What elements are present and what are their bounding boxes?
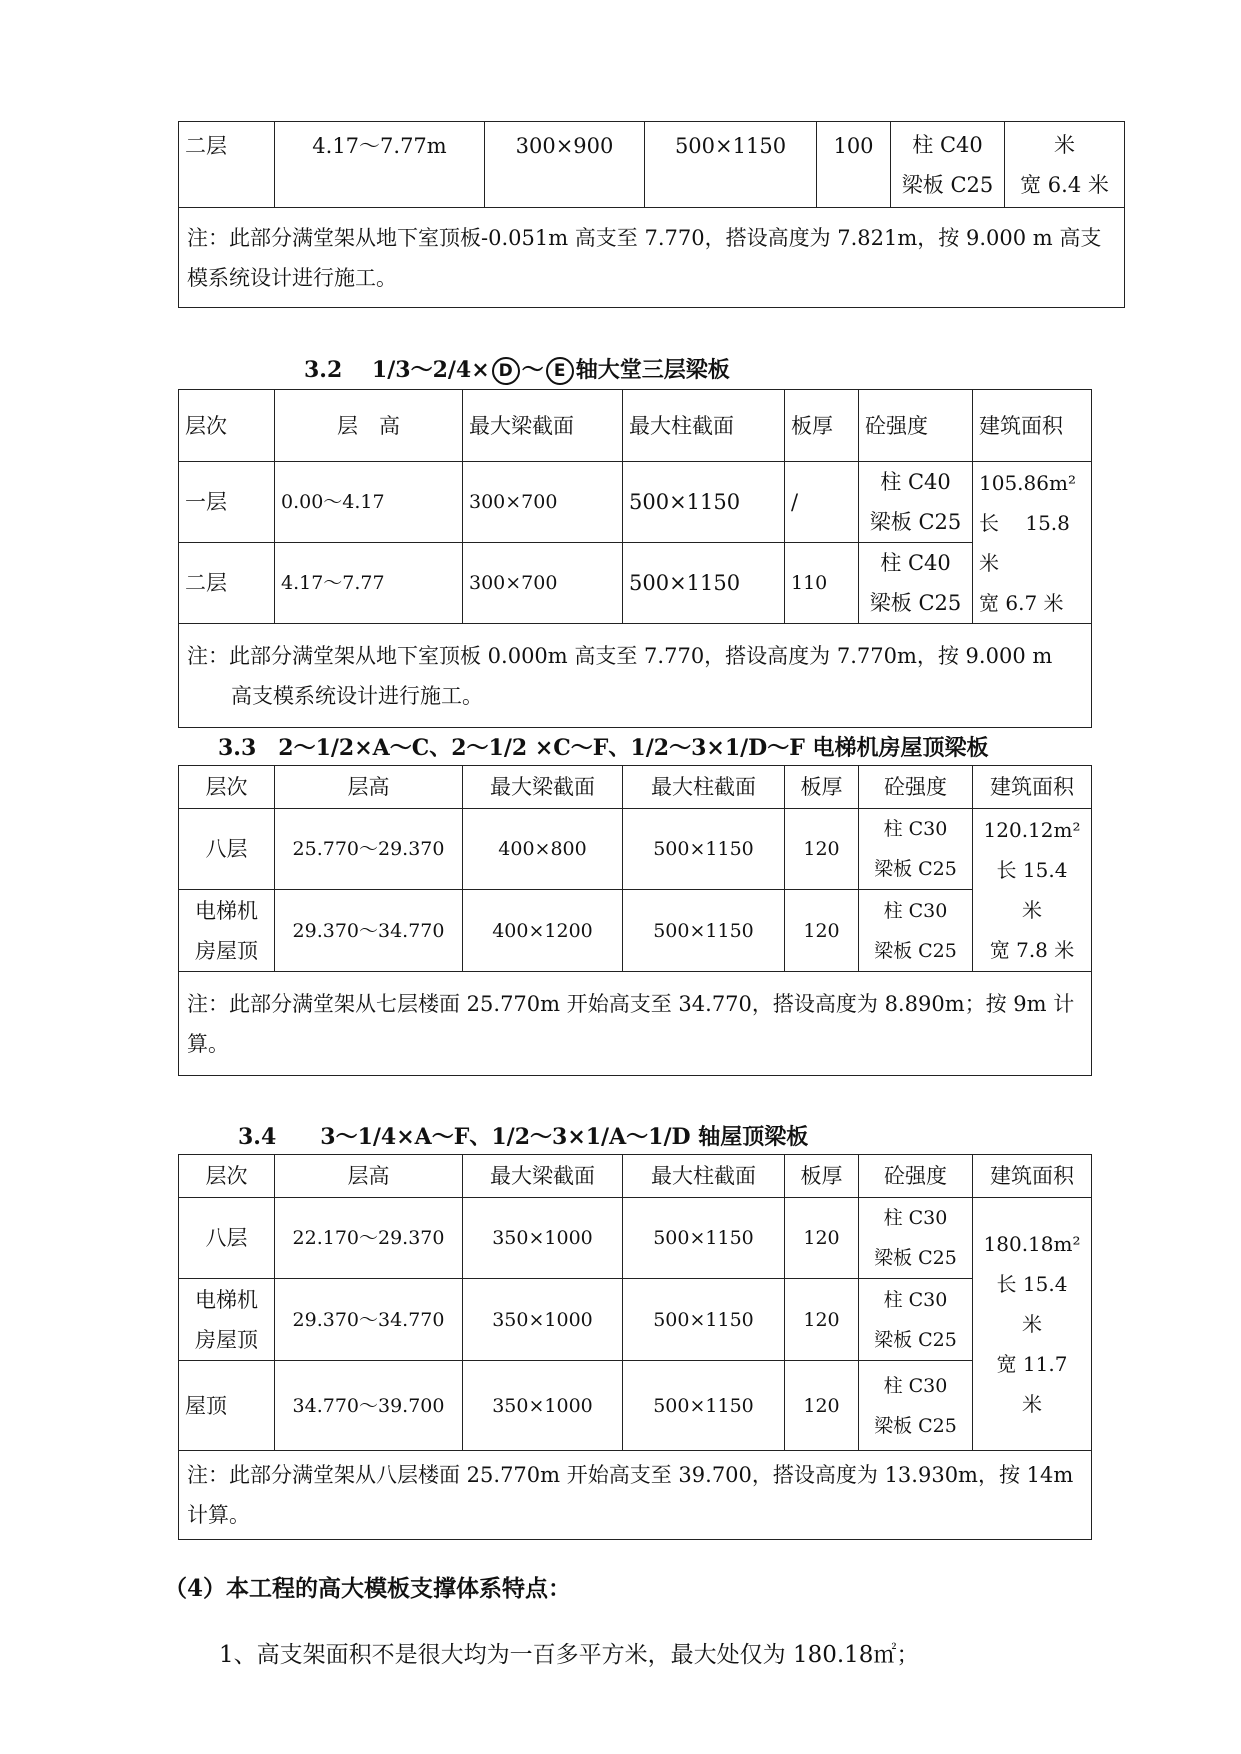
strength-slab: 梁板 C25 [869,591,962,615]
table-row [179,809,1092,890]
cell-height: 22.170～29.370 [275,1198,463,1279]
header-height: 层高 [275,1155,463,1198]
cell-beam: 300×700 [463,543,623,624]
circled-d-label: D [492,357,520,385]
header-slab: 板厚 [785,1155,859,1198]
area-width: 宽 6.4 米 [1020,172,1109,197]
header-slab: 板厚 [785,766,859,809]
area-length: 长 15.4 [996,858,1068,882]
table-note: 注：此部分满堂架从七层楼面 25.770m 开始高支至 34.770，搭设高度为 8.890m；按 9m 计算。 [179,972,1092,1076]
cell-beam: 400×800 [463,809,623,890]
cell-slab: 120 [785,890,859,972]
cell-height: 4.17～7.77m [275,122,485,208]
cell-floor: 二层 [179,122,275,208]
cell-strength [859,462,973,543]
cell-slab: 120 [785,1198,859,1279]
cell-beam: 300×700 [463,462,623,543]
area-value: 120.12m² [983,818,1081,842]
cell-floor [179,1198,275,1279]
cell-column: 500×1150 [623,462,785,543]
cell-area [973,462,1092,624]
strength-slab: 梁板 C25 [869,510,962,534]
cell-area [1005,122,1125,208]
header-strength: 砼强度 [859,766,973,809]
header-column: 最大柱截面 [623,1155,785,1198]
area-length-unit: 米 [1022,1312,1042,1336]
table-3-3 [178,765,1092,1076]
cell-column: 500×1150 [645,122,817,208]
table-3-4 [178,1154,1092,1540]
floor-line1: 屋顶 [185,1393,227,1418]
table-row [179,543,1092,624]
header-area: 建筑面积 [973,766,1092,809]
table-note-line2: 高支模系统设计进行施工。 [231,683,483,708]
header-floor: 层次 [179,1155,275,1198]
cell-strength [859,1279,973,1361]
header-height: 层高 [275,766,463,809]
table-header-row [179,390,1092,462]
header-column: 最大柱截面 [623,390,785,462]
cell-column: 500×1150 [623,809,785,890]
area-unit: 米 [1054,132,1075,157]
features-heading: （4）本工程的高大模板支撑体系特点： [164,1575,572,1602]
strength-slab: 梁板 C25 [874,858,957,880]
cell-slab: 120 [785,1279,859,1361]
cell-height: 25.770～29.370 [275,809,463,890]
strength-column: 柱 C30 [883,818,948,840]
cell-slab: 100 [817,122,891,208]
strength-column: 柱 C40 [880,551,951,575]
cell-area [973,809,1092,972]
strength-slab: 梁板 C25 [874,1328,957,1351]
area-value: 105.86m² [979,470,1076,495]
table-note-row [179,1451,1092,1540]
area-length: 长 15.4 [996,1272,1068,1296]
cell-strength [859,890,973,972]
section-3-2-prefix: 3.2 1/3～2/4× [304,357,490,383]
table-header-row [179,1155,1092,1198]
table-3-2 [178,389,1092,728]
cell-floor [179,1279,275,1361]
table-row [179,1279,1092,1361]
cell-beam: 350×1000 [463,1361,623,1451]
strength-slab: 梁板 C25 [874,1247,957,1269]
cell-slab: 120 [785,1361,859,1451]
header-strength: 砼强度 [859,1155,973,1198]
strength-column: 柱 C40 [912,132,983,157]
area-width: 宽 7.8 米 [989,938,1075,962]
cell-slab: 110 [785,543,859,624]
area-length: 长 15.8 [979,510,1070,535]
section-heading-3-2 [304,353,730,385]
strength-column: 柱 C30 [883,1374,948,1397]
cell-beam: 300×900 [485,122,645,208]
header-slab: 板厚 [785,390,859,462]
area-width: 宽 11.7 [996,1352,1068,1376]
strength-column: 柱 C40 [880,470,951,494]
cell-slab: 120 [785,809,859,890]
strength-column: 柱 C30 [883,1288,948,1311]
strength-column: 柱 C30 [883,1207,948,1229]
cell-floor: 一层 [179,462,275,543]
area-length-unit: 米 [979,550,999,575]
cell-strength [859,809,973,890]
area-width-unit: 米 [1022,1392,1042,1416]
section-heading-3-3: 3.3 2～1/2×A～C、2～1/2 ×C～F、1/2～3×1/D～F 电梯机房屋顶梁板 [218,735,989,761]
cell-strength [859,543,973,624]
header-floor: 层次 [179,766,275,809]
floor-line1: 电梯机 [195,1287,258,1312]
table-row [179,890,1092,972]
cell-strength [859,1361,973,1451]
cell-column: 500×1150 [623,1279,785,1361]
cell-beam: 350×1000 [463,1279,623,1361]
strength-column: 柱 C30 [883,899,948,922]
floor-line2: 房屋顶 [195,1327,258,1352]
cell-floor [179,809,275,890]
table-row [179,1198,1092,1279]
area-width: 宽 6.7 米 [979,590,1064,615]
table-row [179,462,1092,543]
strength-slab: 梁板 C25 [901,172,994,197]
cell-column: 500×1150 [623,543,785,624]
cell-strength [891,122,1005,208]
table-note: 注：此部分满堂架从八层楼面 25.770m 开始高支至 39.700，搭设高度为 13.930m，按 14m 计算。 [179,1451,1092,1540]
area-value: 180.18m² [983,1232,1081,1256]
cell-height: 0.00～4.17 [275,462,463,543]
cell-floor [179,1361,275,1451]
table-note: 注：此部分满堂架从地下室顶板-0.051m 高支至 7.770，搭设高度为 7.821m，按 9.000 m 高支模系统设计进行施工。 [179,208,1125,308]
cell-beam: 350×1000 [463,1198,623,1279]
cell-beam: 400×1200 [463,890,623,972]
table-continued [178,121,1125,308]
cell-column: 500×1150 [623,890,785,972]
cell-column: 500×1150 [623,1361,785,1451]
header-beam: 最大梁截面 [463,1155,623,1198]
cell-floor: 二层 [179,543,275,624]
table-note [179,624,1092,728]
header-area: 建筑面积 [973,1155,1092,1198]
area-length-unit: 米 [1022,898,1042,922]
section-3-2-suffix: 轴大堂三层梁板 [575,357,730,383]
table-row [179,1361,1092,1451]
cell-slab: / [785,462,859,543]
table-header-row [179,766,1092,809]
cell-strength [859,1198,973,1279]
circled-e-label: E [546,357,574,385]
header-floor: 层次 [179,390,275,462]
cell-height: 4.17～7.77 [275,543,463,624]
strength-slab: 梁板 C25 [874,1414,957,1437]
section-heading-3-4: 3.4 3～1/4×A～F、1/2～3×1/A～1/D 轴屋顶梁板 [238,1124,809,1150]
header-beam: 最大梁截面 [463,766,623,809]
floor-line2: 房屋顶 [195,938,258,963]
table-note-row [179,208,1125,308]
features-item-1: 1、高支架面积不是很大均为一百多平方米，最大处仅为 180.18㎡； [219,1642,920,1668]
cell-area [973,1198,1092,1451]
cell-column: 500×1150 [623,1198,785,1279]
header-strength: 砼强度 [859,390,973,462]
table-note-row [179,624,1092,728]
header-height: 层 高 [275,390,463,462]
cell-height: 34.770～39.700 [275,1361,463,1451]
cell-floor [179,890,275,972]
cell-height: 29.370～34.770 [275,1279,463,1361]
floor-line1: 电梯机 [195,898,258,923]
table-note-row [179,972,1092,1076]
table-note-line1: 注：此部分满堂架从地下室顶板 0.000m 高支至 7.770，搭设高度为 7.770m，按 9.000 m [187,643,1053,668]
floor-line1: 八层 [205,837,248,861]
strength-slab: 梁板 C25 [874,939,957,962]
header-area: 建筑面积 [973,390,1092,462]
table-row [179,122,1125,208]
header-column: 最大柱截面 [623,766,785,809]
header-beam: 最大梁截面 [463,390,623,462]
floor-line1: 八层 [205,1226,248,1250]
cell-height: 29.370～34.770 [275,890,463,972]
section-3-2-mid: ～ [521,357,544,383]
